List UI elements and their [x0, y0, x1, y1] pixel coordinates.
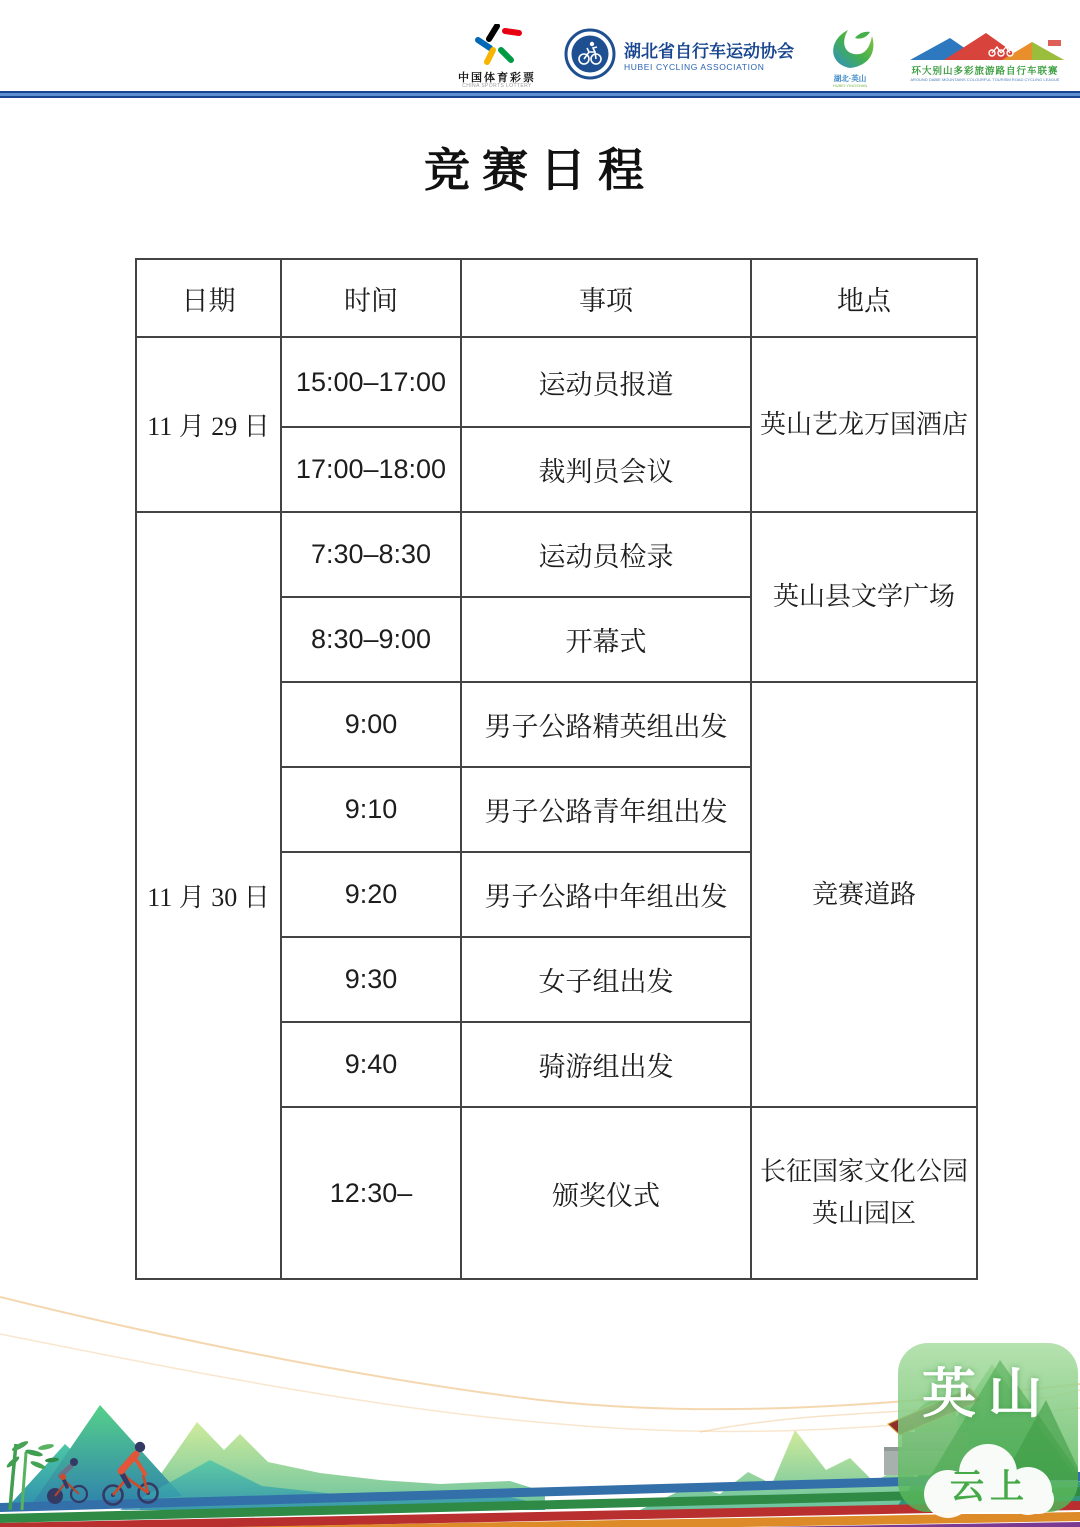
logo-title: 湖北省自行车运动协会: [624, 42, 794, 62]
event-cell: 骑游组出发: [461, 1022, 751, 1107]
col-header-date: 日期: [136, 259, 281, 337]
event-cell: 男子公路精英组出发: [461, 682, 751, 767]
time-cell: 9:40: [281, 1022, 461, 1107]
col-header-time: 时间: [281, 259, 461, 337]
event-cell: 颁奖仪式: [461, 1107, 751, 1279]
location-cell: 长征国家文化公园英山园区: [751, 1107, 977, 1279]
location-cell: 英山县文学广场: [751, 512, 977, 682]
time-cell: 9:10: [281, 767, 461, 852]
logo-title: 环大别山多彩旅游路自行车联赛: [911, 65, 1059, 77]
watermark-yunshang-text: 云上: [950, 1469, 1030, 1506]
time-cell: 15:00–17:00: [281, 337, 461, 427]
logo-dabie-cycling-league: [906, 32, 1064, 83]
logo-hubei-yingshan: [822, 26, 878, 89]
logo-title: 湖北·英山: [833, 74, 867, 84]
logo-hubei-cycling-association: [564, 28, 794, 85]
header-divider-line: [0, 91, 1080, 98]
table-row: [136, 337, 977, 427]
time-cell: 9:00: [281, 682, 461, 767]
time-cell: 8:30–9:00: [281, 597, 461, 682]
date-cell: 11 月 29 日: [136, 337, 281, 512]
colorful-mountains-icon: [906, 32, 1064, 67]
schedule-table: [135, 258, 978, 1280]
time-cell: 7:30–8:30: [281, 512, 461, 597]
page-title: 竞赛日程: [424, 145, 656, 196]
logo-title: 中国体育彩票: [458, 71, 536, 84]
logo-subtitle: HUBEI CYCLING ASSOCIATION: [624, 62, 765, 73]
col-header-location: 地点: [751, 259, 977, 337]
location-cell: 竞赛道路: [751, 682, 977, 1107]
event-cell: 运动员报道: [461, 337, 751, 427]
table-header-row: [136, 259, 977, 337]
logo-subtitle: HUBEI·YINGSHAN: [832, 82, 868, 88]
logo-subtitle: AROUND DABIE MOUNTAINS COLOURFUL TOURISM ROAD CYCLING LEAGUE: [910, 76, 1060, 82]
logo-china-sports-lottery: [458, 24, 536, 90]
table-row: [136, 512, 977, 597]
leaf-icon: [822, 26, 878, 75]
sports-lottery-icon: [470, 24, 524, 71]
header-logo-row: [0, 22, 1080, 92]
event-cell: 男子公路青年组出发: [461, 767, 751, 852]
date-cell: 11 月 30 日: [136, 512, 281, 1279]
event-cell: 运动员检录: [461, 512, 751, 597]
time-cell: 17:00–18:00: [281, 427, 461, 512]
time-cell: 9:30: [281, 937, 461, 1022]
watermark-yingshan-text: 英山: [922, 1364, 1054, 1424]
event-cell: 开幕式: [461, 597, 751, 682]
event-cell: 裁判员会议: [461, 427, 751, 512]
event-cell: 女子组出发: [461, 937, 751, 1022]
location-cell: 英山艺龙万国酒店: [751, 337, 977, 512]
event-cell: 男子公路中年组出发: [461, 852, 751, 937]
cycling-association-badge-icon: [564, 28, 616, 85]
time-cell: 12:30–: [281, 1107, 461, 1279]
logo-subtitle: CHINA SPORTS LOTTERY: [462, 83, 532, 90]
time-cell: 9:20: [281, 852, 461, 937]
col-header-event: 事项: [461, 259, 751, 337]
